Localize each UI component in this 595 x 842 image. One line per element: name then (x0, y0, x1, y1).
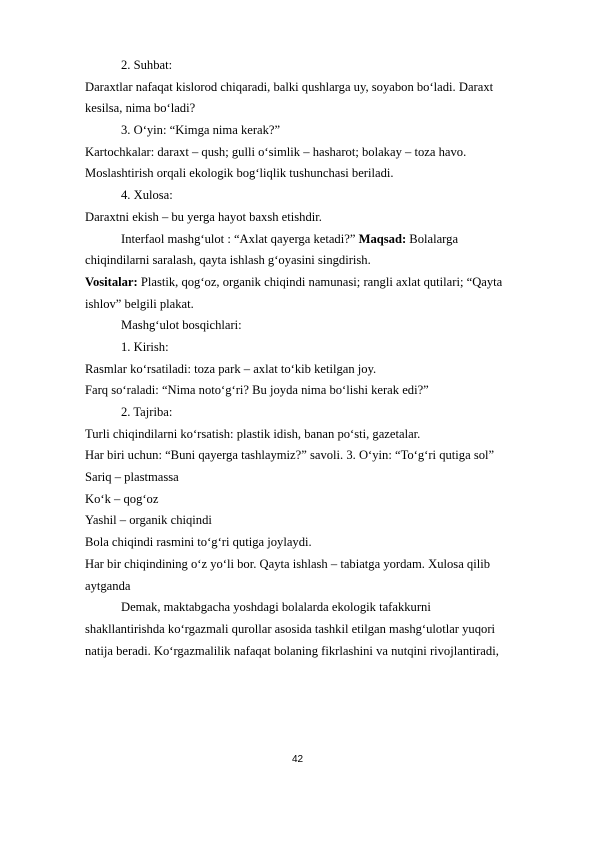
paragraph-line: Turli chiqindilarni ko‘rsatish: plastik idish, banan po‘sti, gazetalar. (85, 426, 421, 441)
goal-label: Maqsad: (358, 231, 407, 246)
paragraph-line: Farq so‘raladi: “Nima noto‘g‘ri? Bu joyda nima bo‘lishi kerak edi?” (85, 383, 429, 398)
paragraph-line: 2. Suhbat: (121, 58, 173, 72)
paragraph-line: 2. Tajriba: (121, 405, 173, 419)
paragraph-line: Ko‘k – qog‘oz (85, 491, 159, 506)
paragraph-line: Daraxtni ekish – bu yerga hayot baxsh etishdir. (85, 209, 322, 224)
paragraph-line: aytganda (85, 578, 131, 593)
paragraph-line: Har biri uchun: “Buni qayerga tashlaymiz?” savoli. 3. O‘yin: “To‘g‘ri qutiga sol” (85, 448, 495, 463)
paragraph-line: Rasmlar ko‘rsatiladi: toza park – axlat to‘kib ketilgan joy. (85, 361, 377, 376)
paragraph-line: Kartochkalar: daraxt – qush; gulli o‘simlik – hasharot; bolakay – toza havo. (85, 144, 467, 159)
paragraph-line: Demak, maktabgacha yoshdagi bolalarda ekologik tafakkurni (121, 600, 431, 615)
paragraph-line: 3. O‘yin: “Kimga nima kerak?” (121, 123, 281, 138)
paragraph-line: Sariq – plastmassa (85, 470, 179, 485)
paragraph-line: Yashil – organik chiqindi (85, 513, 212, 528)
paragraph-line: ishlov” belgili plakat. (85, 296, 194, 311)
goal-text: Bolalarga (406, 231, 459, 246)
paragraph-line: Har bir chiqindining o‘z yo‘li bor. Qayta ishlash – tabiatga yordam. Xulosa qilib (85, 556, 491, 571)
paragraph-line: natija beradi. Ko‘rgazmalilik nafaqat bolaning fikrlashini va nutqini rivojlantiradi, (85, 643, 499, 658)
paragraph-line: chiqindilarni saralash, qayta ishlash g‘oyasini singdirish. (85, 253, 371, 268)
page-body (85, 55, 555, 662)
materials-label: Vositalar: (85, 274, 138, 289)
activity-title: Interfaol mashg‘ulot : “Axlat qayerga ketadi?” (121, 231, 359, 246)
paragraph-line: Daraxtlar nafaqat kislorod chiqaradi, balki qushlarga uy, soyabon bo‘ladi. Daraxt (85, 79, 494, 94)
paragraph-line: Moslashtirish orqali ekologik bog‘liqlik tushunchasi beriladi. (85, 166, 394, 181)
paragraph-line: 1. Kirish: (121, 339, 169, 354)
paragraph-line: Mashg‘ulot bosqichlari: (121, 318, 242, 333)
paragraph-line: Bola chiqindi rasmini to‘g‘ri qutiga joylaydi. (85, 535, 312, 550)
page-number: 42 (291, 754, 304, 765)
paragraph-line: shakllantirishda ko‘rgazmali qurollar asosida tashkil etilgan mashg‘ulotlar yuqori (85, 621, 496, 636)
paragraph-line (85, 229, 555, 251)
paragraph-line: kesilsa, nima bo‘ladi? (85, 101, 196, 116)
paragraph-line (85, 272, 555, 294)
materials-text: Plastik, qog‘oz, organik chiqindi namunasi; rangli axlat qutilari; “Qayta (137, 274, 503, 289)
paragraph-line: 4. Xulosa: (121, 188, 173, 203)
